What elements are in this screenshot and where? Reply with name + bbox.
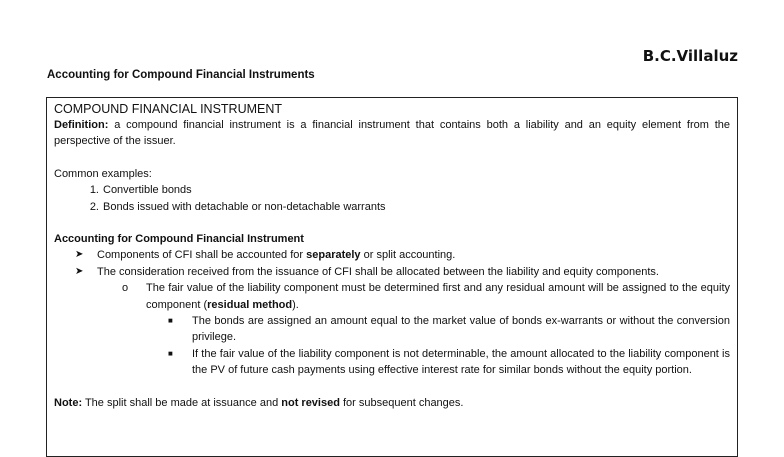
arrow-bullet-item: ➤ The consideration received from the issuance of CFI shall be allocated between the liability and equity components. xyxy=(54,264,730,280)
list-item: 1. Convertible bonds xyxy=(89,184,192,197)
square-bullet-icon: ■ xyxy=(168,316,173,326)
note: Note: The split shall be made at issuance and not revised for subsequent changes. xyxy=(54,396,464,409)
document-title: Accounting for Compound Financial Instruments xyxy=(47,69,315,81)
arrow-bullet-item: ➤ Components of CFI shall be accounted for separately or split accounting. xyxy=(54,247,730,263)
square-bullet-item: ■ If the fair value of the liability component is not determinable, the amount allocated to the liability component is the PV of future cash payments using effective interest rate for similar bonds without the equity portion. xyxy=(54,346,730,379)
examples-heading: Common examples: xyxy=(54,167,152,180)
definition xyxy=(54,117,730,150)
definition-label: Definition: xyxy=(54,119,109,131)
box-title: COMPOUND FINANCIAL INSTRUMENT xyxy=(54,102,283,116)
section-heading: Accounting for Compound Financial Instrument xyxy=(54,233,304,246)
square-bullet-icon: ■ xyxy=(168,348,173,358)
sub-bullet-item: o The fair value of the liability component must be determined first and any residual amount will be assigned to the equity component (residual method). xyxy=(54,280,730,313)
arrow-bullet-icon: ➤ xyxy=(75,249,84,261)
content-box xyxy=(46,97,738,457)
square-bullet-item: ■ The bonds are assigned an amount equal to the market value of bonds ex-warrants or without the conversion privilege. xyxy=(54,313,730,346)
arrow-bullet-icon: ➤ xyxy=(75,265,84,277)
list-item: 2. Bonds issued with detachable or non-detachable warrants xyxy=(89,200,386,213)
author-name: B.C.Villaluz xyxy=(642,47,738,65)
definition-text: a compound financial instrument is a financial instrument that contains both a liability and an equity element from the perspective of the issuer. xyxy=(54,119,730,148)
circle-bullet-icon: o xyxy=(122,282,129,295)
